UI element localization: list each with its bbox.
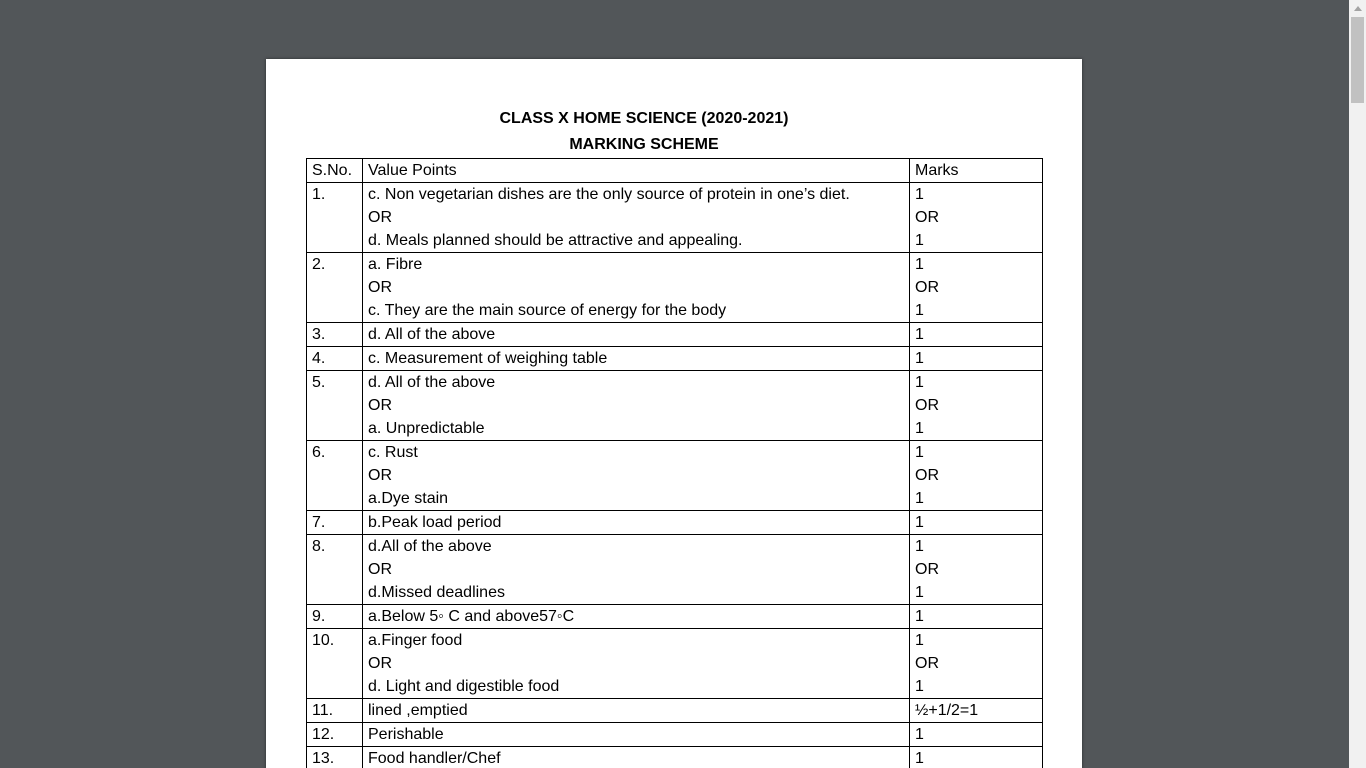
marks-line: 1 bbox=[915, 726, 924, 743]
row-value-points bbox=[363, 371, 910, 441]
table-row bbox=[307, 347, 1043, 371]
header-marks: Marks bbox=[910, 159, 1043, 183]
value-point-line: OR bbox=[368, 397, 392, 414]
value-point-line: d. All of the above bbox=[368, 326, 496, 343]
marks-line: 1 bbox=[915, 538, 924, 555]
marks-line: OR bbox=[915, 655, 939, 672]
document-subtitle: MARKING SCHEME bbox=[569, 136, 719, 153]
row-marks bbox=[910, 605, 1043, 629]
table-row bbox=[307, 535, 1043, 605]
marks-line: 1 bbox=[915, 444, 924, 461]
marks-line: 1 bbox=[915, 186, 924, 203]
row-marks bbox=[910, 511, 1043, 535]
row-value-points bbox=[363, 253, 910, 323]
scroll-up-arrow-icon[interactable] bbox=[1349, 0, 1366, 17]
row-value-points bbox=[363, 347, 910, 371]
value-point-line: c. Measurement of weighing table bbox=[368, 350, 608, 367]
scrollbar-thumb[interactable] bbox=[1351, 17, 1364, 103]
row-sno: 5. bbox=[307, 371, 363, 441]
value-point-line: OR bbox=[368, 209, 392, 226]
row-sno: 10. bbox=[307, 629, 363, 699]
value-point-line: OR bbox=[368, 279, 392, 296]
row-marks bbox=[910, 629, 1043, 699]
marks-line: 1 bbox=[915, 608, 924, 625]
table-row bbox=[307, 371, 1043, 441]
table-row bbox=[307, 323, 1043, 347]
table-row bbox=[307, 605, 1043, 629]
row-value-points bbox=[363, 747, 910, 768]
row-marks bbox=[910, 371, 1043, 441]
header-sno: S.No. bbox=[307, 159, 363, 183]
value-point-line: d.All of the above bbox=[368, 538, 492, 555]
row-value-points bbox=[363, 535, 910, 605]
row-sno: 8. bbox=[307, 535, 363, 605]
marks-line: OR bbox=[915, 561, 939, 578]
table-row bbox=[307, 441, 1043, 511]
row-value-points bbox=[363, 605, 910, 629]
row-value-points bbox=[363, 629, 910, 699]
row-value-points bbox=[363, 441, 910, 511]
marks-line: ½+1/2=1 bbox=[915, 702, 979, 719]
document-title: CLASS X HOME SCIENCE (2020-2021) bbox=[499, 110, 789, 127]
row-value-points bbox=[363, 511, 910, 535]
table-row bbox=[307, 629, 1043, 699]
row-sno: 7. bbox=[307, 511, 363, 535]
value-point-line: d. Light and digestible food bbox=[368, 678, 560, 695]
row-marks bbox=[910, 535, 1043, 605]
vertical-scrollbar[interactable] bbox=[1349, 0, 1366, 768]
value-point-line: c. Non vegetarian dishes are the only source of protein in one’s diet. bbox=[368, 186, 850, 203]
value-point-line: a.Dye stain bbox=[368, 490, 449, 507]
marks-line: 1 bbox=[915, 302, 924, 319]
marks-line: 1 bbox=[915, 584, 924, 601]
marks-line: 1 bbox=[915, 374, 924, 391]
value-point-line: lined ,emptied bbox=[368, 702, 468, 719]
value-point-line: d. Meals planned should be attractive and appealing. bbox=[368, 232, 743, 249]
value-point-line: Food handler/Chef bbox=[368, 750, 501, 767]
marks-line: OR bbox=[915, 467, 939, 484]
row-value-points bbox=[363, 723, 910, 747]
row-marks bbox=[910, 253, 1043, 323]
value-point-line: a. Fibre bbox=[368, 256, 423, 273]
marks-line: 1 bbox=[915, 678, 924, 695]
row-value-points bbox=[363, 183, 910, 253]
value-point-line: OR bbox=[368, 655, 392, 672]
value-point-line: d.Missed deadlines bbox=[368, 584, 505, 601]
marks-line: 1 bbox=[915, 232, 924, 249]
value-point-line: OR bbox=[368, 467, 392, 484]
marks-line: 1 bbox=[915, 326, 924, 343]
value-point-line: b.Peak load period bbox=[368, 514, 502, 531]
row-marks bbox=[910, 347, 1043, 371]
row-value-points bbox=[363, 699, 910, 723]
marks-line: 1 bbox=[915, 514, 924, 531]
row-marks bbox=[910, 323, 1043, 347]
row-sno: 1. bbox=[307, 183, 363, 253]
value-point-line: c. Rust bbox=[368, 444, 418, 461]
row-marks bbox=[910, 747, 1043, 768]
marks-line: 1 bbox=[915, 750, 924, 767]
table-row bbox=[307, 699, 1043, 723]
row-value-points bbox=[363, 323, 910, 347]
table-row bbox=[307, 511, 1043, 535]
table-row bbox=[307, 253, 1043, 323]
value-point-line: a. Unpredictable bbox=[368, 420, 485, 437]
row-sno: 11. bbox=[307, 699, 363, 723]
marks-line: OR bbox=[915, 279, 939, 296]
marks-line: 1 bbox=[915, 350, 924, 367]
document-page bbox=[266, 59, 1082, 768]
table-row bbox=[307, 723, 1043, 747]
value-point-line: d. All of the above bbox=[368, 374, 496, 391]
row-sno: 6. bbox=[307, 441, 363, 511]
marks-line: 1 bbox=[915, 420, 924, 437]
marks-line: 1 bbox=[915, 632, 924, 649]
value-point-line: Perishable bbox=[368, 726, 444, 743]
table-row bbox=[307, 183, 1043, 253]
row-sno: 3. bbox=[307, 323, 363, 347]
row-marks bbox=[910, 723, 1043, 747]
row-marks bbox=[910, 699, 1043, 723]
marks-line: OR bbox=[915, 209, 939, 226]
value-point-line: OR bbox=[368, 561, 392, 578]
row-sno: 9. bbox=[307, 605, 363, 629]
row-sno: 2. bbox=[307, 253, 363, 323]
row-marks bbox=[910, 183, 1043, 253]
value-point-line: c. They are the main source of energy for the body bbox=[368, 302, 727, 319]
marks-line: 1 bbox=[915, 490, 924, 507]
row-sno: 12. bbox=[307, 723, 363, 747]
value-point-line: a.Finger food bbox=[368, 632, 463, 649]
marks-line: OR bbox=[915, 397, 939, 414]
table-header-row bbox=[307, 159, 1043, 183]
table-row bbox=[307, 747, 1043, 768]
value-point-line: a.Below 5◦ C and above57◦C bbox=[368, 608, 575, 625]
marking-scheme-table bbox=[306, 158, 1043, 768]
header-value-points: Value Points bbox=[363, 159, 910, 183]
row-marks bbox=[910, 441, 1043, 511]
marks-line: 1 bbox=[915, 256, 924, 273]
row-sno: 4. bbox=[307, 347, 363, 371]
row-sno: 13. bbox=[307, 747, 363, 768]
